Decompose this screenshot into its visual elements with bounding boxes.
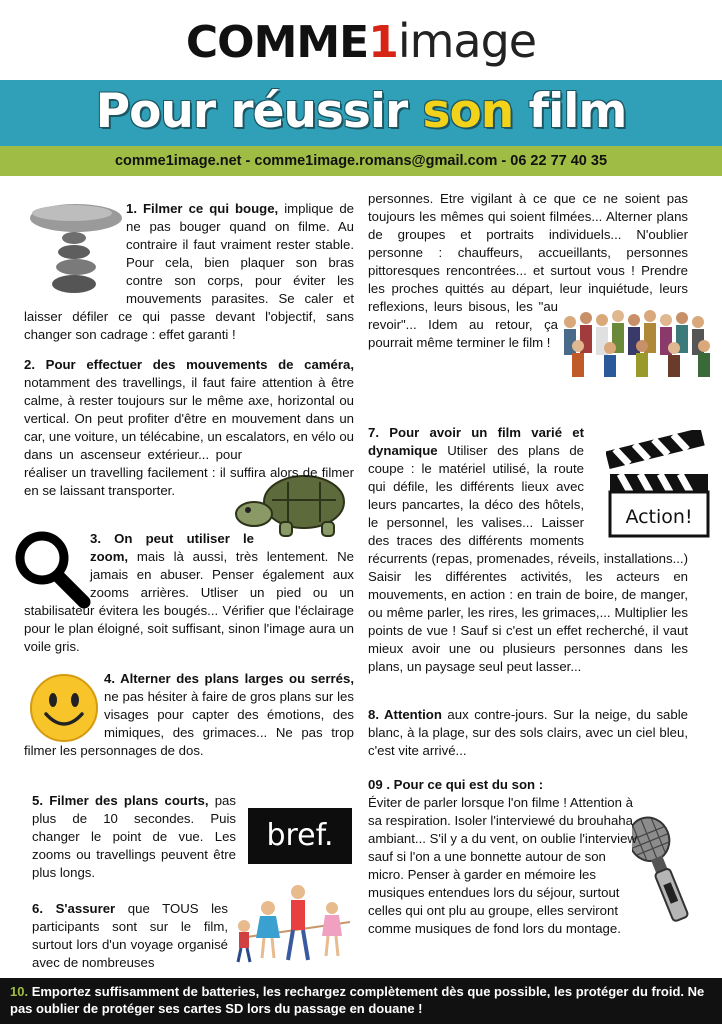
section-2-text: notamment des travellings, il faut faire attention à être calme, à rester toujours sur le même axe, horizontal ou vertical. On peut profiter d'être en mouvement dans un car, une voiture, un télécabine, un escalators, en vélo ou dans un ascenseur extérieur... pour réaliser un travelling facilement : il suffira alors de filmer en se laissant transporter. — [24, 375, 354, 498]
section-1 — [24, 200, 354, 346]
section-4 — [24, 670, 354, 778]
section-6 — [32, 900, 228, 974]
children-image — [232, 882, 356, 966]
section-8-title: 8. Attention — [368, 707, 442, 722]
section-6-cont-text: personnes. Etre vigilant à ce que ce ne soient pas toujours les mêmes qui soient filmées... Alterner plans de groupes et portraits individuels... N'oublier personne : chauffeurs, accueillants, personnes pittoresques rencontrées... et surtout vous ! Prendre les proches quittés au départ, leur inquiétude, leurs reflexions, leurs bisous, les "au revoir"... Idem au retour, ça pourrait même terminer le film ! — [368, 191, 688, 350]
title-end: film — [528, 84, 627, 139]
section-5-title: 5. Filmer des plans courts, — [32, 793, 209, 808]
title-band — [0, 80, 722, 146]
section-3-title: 3. On peut utiliser le zoom, — [90, 531, 254, 564]
microphone-image — [632, 810, 706, 930]
logo-image: image — [397, 14, 537, 68]
section-6-title: 6. S'assurer — [32, 901, 116, 916]
logo-comme: COMME — [185, 17, 369, 68]
section-4-title: 4. Alterner des plans larges ou serrés, — [104, 671, 354, 686]
logo-one: 1 — [368, 17, 398, 68]
section-5 — [32, 792, 236, 884]
section-4-text: ne pas hésiter à faire de gros plans sur les visages pour capter des émotions, des mimiques, des grimaces... Ne pas trop filmer les personnages de dos. — [24, 689, 354, 758]
section-5-text: pas plus de 10 secondes. Puis changer le point de vue. Les zooms ou travellings peuvent être plus longs. — [32, 793, 236, 880]
section-9-text: Éviter de parler lorsque l'on filme ! Attention à sa respiration. Isoler l'interviewé du brouhaha ambiant... S'il y a du vent, on oublie l'interview sauf si l'on a une bonnette autour de son micro. Penser à garder en mémoire les musiques entendues lors du séjour, surtout celles qui ont plu au groupe, elles serviront comme musiques de fond lors du montage. — [368, 795, 637, 936]
footer-tip — [0, 978, 722, 1024]
title-accent: son — [422, 84, 514, 139]
footer-number: 10. — [10, 984, 29, 999]
section-3-text: mais là aussi, très lentement. Ne jamais en abuser. Penser également aux zooms arrières. Utliser un pied ou un stabilisateur évitera les bougés... Vérifier que l'éclairage pour le plan éloigné, soit suffisant, sinon l'image aura un voile gris. — [24, 549, 354, 654]
section-8 — [368, 706, 688, 762]
section-9-title: 09 . Pour ce qui est du son : — [368, 777, 544, 792]
section-1-text: implique de ne pas bouger quand on filme. Au contraire il faut vraiment rester stable. Pour cela, bien plaquer son bras contre son corps, pour éviter les mouvements parasites. Se caler et laisser défiler ce qui passe devant l'objectif, sans changer son cadrage : effet garanti ! — [24, 201, 354, 342]
section-8-text: aux contre-jours. Sur la neige, du sable blanc, à la plage, sur des sols clairs, avec un ciel bleu, c'est vite arrivé... — [368, 707, 688, 758]
section-2 — [24, 356, 354, 516]
footer-text: Emportez suffisamment de batteries, les rechargez complètement dès que possible, les protéger du froid. Ne pas oublier de protéger ses cartes SD lors du passage en douane ! — [10, 984, 705, 1016]
section-3 — [24, 530, 354, 654]
bref-logo: bref. — [248, 808, 352, 864]
contact-band — [0, 146, 722, 176]
section-6-continued — [368, 190, 688, 400]
section-7-text: Utiliser des plans de coupe : le matériel utilisé, la route qui défile, les différents lieux avec leurs pancartes, la déco des hôtels, le personnel, les valises... Laisser des traces des différents moments récurrents (repas, promenades, réveils, installations...) Saisir les différentes activités, les acteurs en mouvements, en action : en train de boire, de manger, ou même parler, les rires, les grimaces,... Multiplier les points de vue ! Sauf si c'est un effet recherché, il vaut mieux avoir une ou plusieurs personnes dans les plans, un paysage seul peut lasser... — [368, 443, 688, 674]
section-7-title: 7. Pour avoir un film varié et dynamique — [368, 425, 584, 458]
clapper-text: Action! — [625, 506, 693, 528]
section-7 — [368, 424, 688, 690]
contact-line: comme1image.net - comme1image.romans@gmail.com - 06 22 77 40 35 — [114, 153, 608, 169]
section-6-text: que TOUS les participants sont sur le film, surtout lors d'un voyage organisé avec de nombreuses — [32, 901, 228, 970]
page-title — [0, 84, 722, 139]
section-2-title: 2. Pour effectuer des mouvements de caméra, — [24, 357, 354, 372]
logo — [0, 14, 722, 74]
section-1-title: 1. Filmer ce qui bouge, — [126, 201, 279, 216]
section-9 — [368, 776, 638, 972]
title-start: Pour réussir — [95, 84, 408, 139]
